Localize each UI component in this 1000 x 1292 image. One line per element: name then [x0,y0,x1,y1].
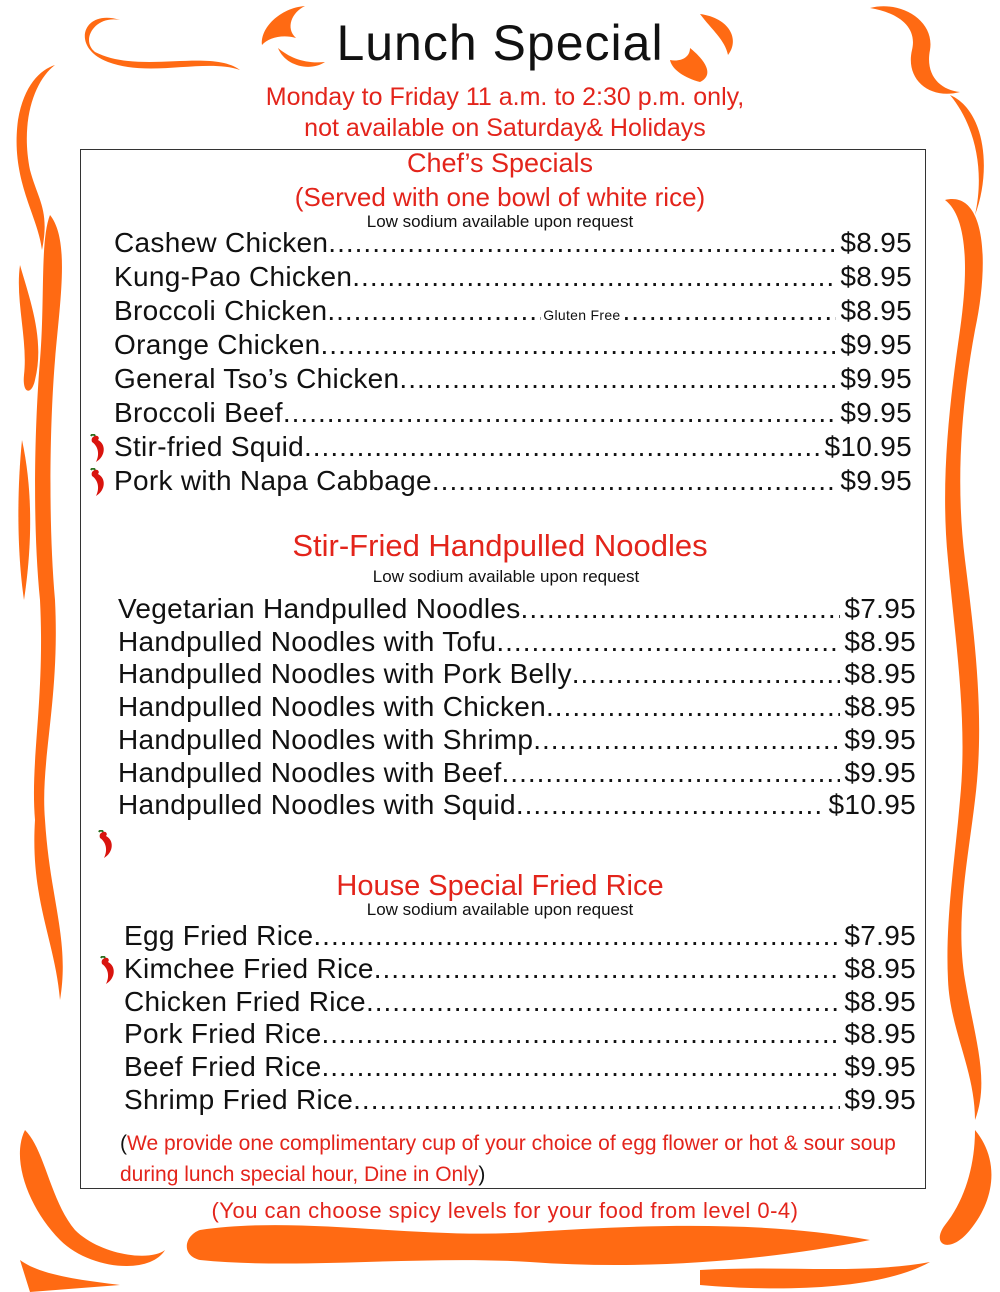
menu-item [118,593,916,625]
footnote-open-paren: ( [120,1132,127,1155]
menu-item-name: Kimchee Fried Rice [124,952,374,984]
menu-item-name: Handpulled Noodles with Beef [118,756,502,788]
menu-item-name: Cashew Chicken [114,227,329,258]
leader-dots [399,363,836,395]
menu-item-name: Stir-fried Squid [114,431,304,462]
menu-item-price: $10.95 [824,431,912,462]
leader-dots [304,431,821,463]
menu-item-name: Handpulled Noodles with Shrimp [118,723,534,755]
menu-item-price: $9.95 [844,756,916,788]
menu-item-price: $8.95 [844,985,916,1017]
menu-item-price: $8.95 [844,625,916,657]
page-title: Lunch Special [336,15,664,71]
menu-item-price: $7.95 [844,593,916,624]
leader-dots [516,789,825,821]
menu-item-price: $9.95 [844,1084,916,1115]
spicy-level-note: (You can choose spicy levels for your food from level 0-4) [211,1198,799,1223]
chili-pepper-icon [96,956,122,986]
hours-line-2: not available on Saturday& Holidays [304,114,706,142]
leader-dots [321,1018,840,1050]
menu-item [114,431,912,463]
menu-item-name: Handpulled Noodles with Pork Belly [118,658,572,690]
leader-dots [313,920,840,952]
leader-dots [374,953,841,985]
complimentary-soup-note [120,1128,920,1190]
menu-item-price: $10.95 [828,789,916,821]
menu-item-name: Chicken Fried Rice [124,985,366,1017]
footnote-close-paren: ) [478,1163,486,1186]
leader-dots [352,261,836,293]
menu-item-price: $8.95 [844,952,916,984]
menu-item [118,724,916,756]
fried-rice-title: House Special Fried Rice [336,870,664,902]
menu-item-price: $8.95 [840,295,913,326]
noodles-title: Stir-Fried Handpulled Noodles [292,528,708,563]
fried-rice-note: Low sodium available upon request [366,900,634,919]
menu-item-price: $9.95 [844,723,916,755]
menu-item [114,397,912,429]
menu-item-name: Vegetarian Handpulled Noodles [118,593,521,624]
menu-item-price: $7.95 [844,920,916,951]
menu-item [124,986,916,1018]
menu-item [124,920,916,952]
menu-item-name: Pork with Napa Cabbage [114,465,432,496]
menu-item [114,465,912,497]
chili-pepper-icon [86,468,112,498]
menu-item-name: Broccoli Beef [114,397,283,428]
menu-item-name: Beef Fried Rice [124,1051,322,1083]
menu-item-price: $8.95 [844,1018,916,1050]
leader-dots [321,1051,840,1083]
leader-dots [502,757,841,789]
chili-pepper-icon [94,830,120,860]
menu-item [124,953,916,985]
leader-dots [283,397,837,429]
leader-dots [432,465,837,497]
menu-item-price: $9.95 [844,1051,916,1083]
menu-item [118,691,916,723]
menu-item-name: Shrimp Fried Rice [124,1084,354,1115]
menu-item [124,1018,916,1050]
menu-item [114,329,912,361]
chili-pepper-icon [86,434,112,464]
menu-item-price: $9.95 [840,363,912,394]
leader-dots [533,724,840,756]
leader-dots [327,295,541,327]
gluten-free-tag: Gluten Free [543,307,621,323]
leader-dots [366,986,840,1018]
leader-dots [353,1084,840,1116]
menu-item [114,227,912,259]
menu-item-price: $8.95 [840,261,912,292]
chefs-specials-title: Chef’s Specials [406,148,594,178]
menu-item [124,1051,916,1083]
menu-item [118,789,916,821]
menu-item [124,1084,916,1116]
menu-item-price: $8.95 [844,691,916,723]
leader-dots [546,691,840,723]
menu-item-name: Egg Fried Rice [124,920,314,951]
menu-item-price: $8.95 [840,227,912,258]
menu-item-price: $8.95 [844,658,916,690]
menu-item-price: $9.95 [840,397,912,428]
chefs-specials-note: Low sodium available upon request [366,212,634,231]
menu-item-price: $9.95 [840,465,912,496]
menu-item-name: General Tso’s Chicken [114,363,400,394]
menu-item-name: Orange Chicken [114,329,321,360]
menu-item [118,658,916,690]
leader-dots [623,295,837,327]
menu-item-name: Handpulled Noodles with Chicken [118,691,546,723]
leader-dots [328,227,836,259]
menu-item [114,261,912,293]
leader-dots [572,658,841,690]
menu-item-name: Kung-Pao Chicken [114,261,353,292]
hours-line-1: Monday to Friday 11 a.m. to 2:30 p.m. only, [265,83,745,111]
footnote-text: We provide one complimentary cup of your choice of egg flower or hot & sour soup during lunch special hour, Dine in Only [120,1132,896,1186]
menu-item-name: Broccoli Chicken [114,295,328,326]
menu-item [114,363,912,395]
menu-item [118,757,916,789]
leader-dots [521,593,841,625]
menu-item-name: Handpulled Noodles with Squid [118,789,516,821]
chefs-specials-subtitle: (Served with one bowl of white rice) [294,182,706,212]
leader-dots [496,626,840,658]
leader-dots [321,329,837,361]
menu-item-price: $9.95 [840,329,912,360]
menu-item [118,626,916,658]
menu-item-name: Pork Fried Rice [124,1018,322,1050]
menu-item [114,295,912,327]
menu-item-name: Handpulled Noodles with Tofu [118,625,497,657]
noodles-note: Low sodium available upon request [372,567,640,586]
